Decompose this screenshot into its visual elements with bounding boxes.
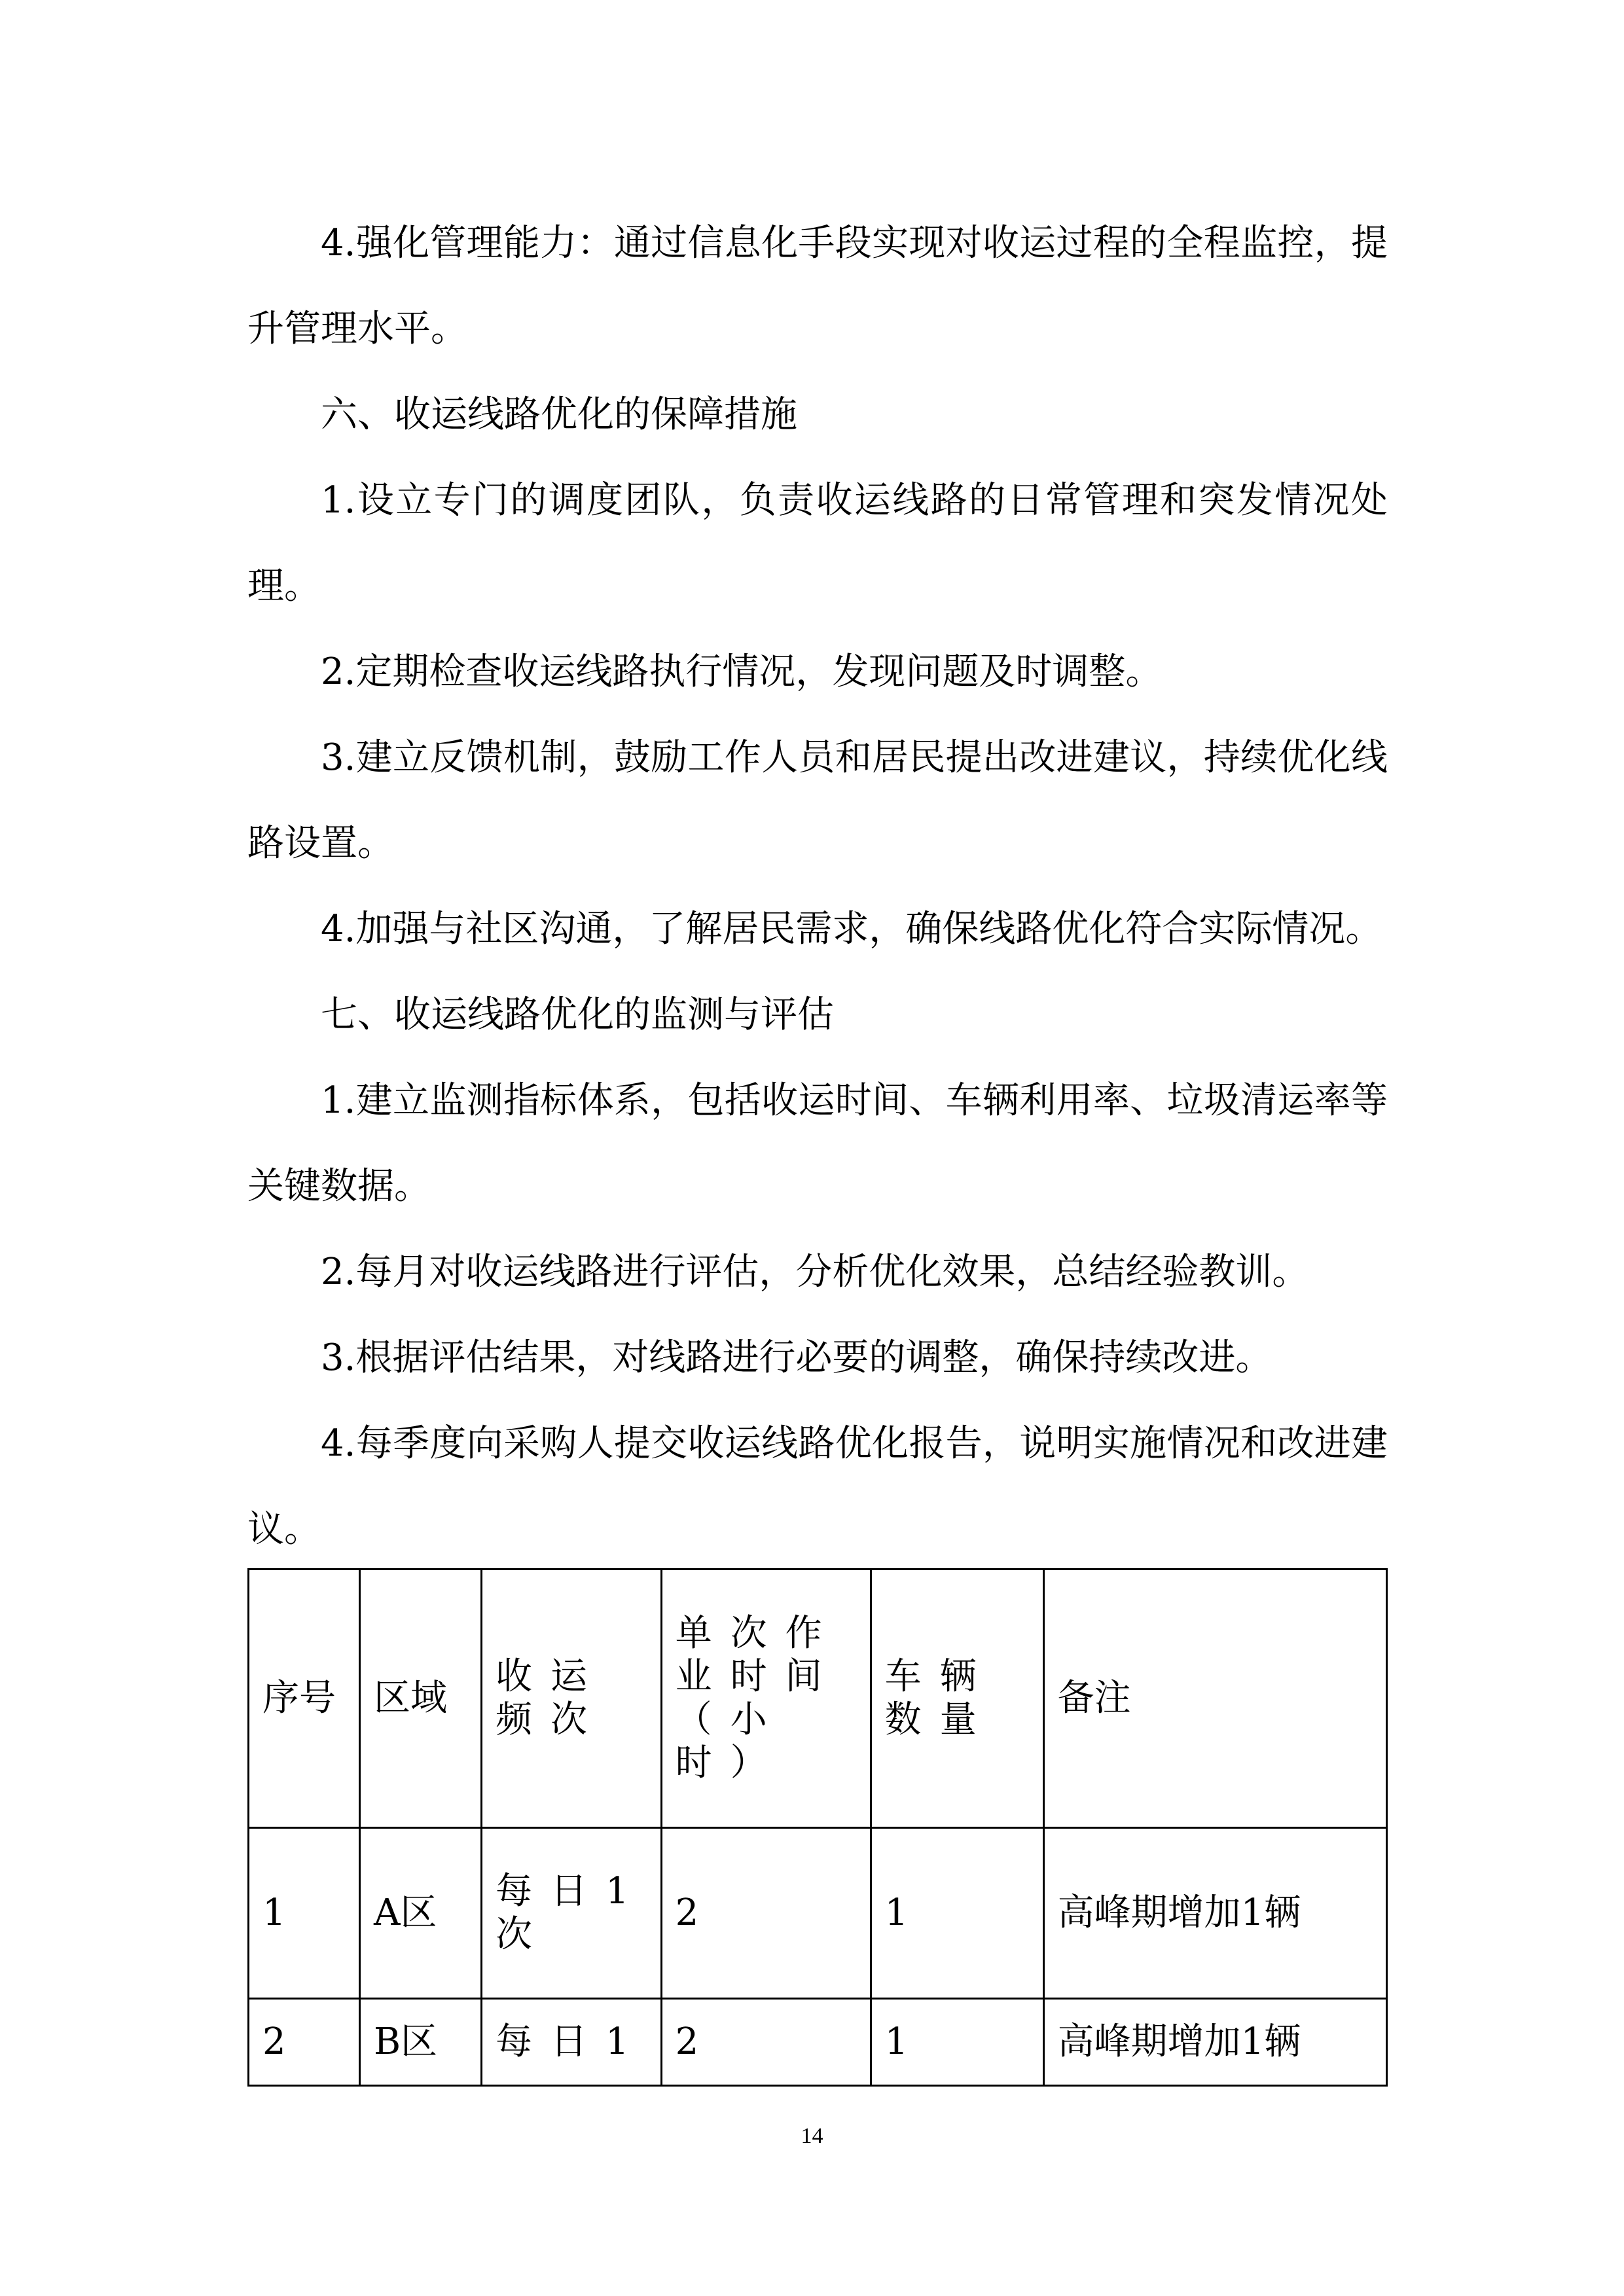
paragraph-dispatch-team: 1.设立专门的调度团队，负责收运线路的日常管理和突发情况处理。 xyxy=(247,479,1388,607)
section-heading-7: 七、收运线路优化的监测与评估 xyxy=(321,994,834,1036)
cell-notes: 高峰期增加1辆 xyxy=(1043,1828,1386,1999)
header-cell-frequency: 收运频次 xyxy=(482,1570,662,1828)
paragraph-strengthen-management: 4.强化管理能力：通过信息化手段实现对收运过程的全程监控，提升管理水平。 xyxy=(247,222,1388,350)
cell-vehicles: 1 xyxy=(871,1999,1043,2086)
paragraph-community: 4.加强与社区沟通，了解居民需求，确保线路优化符合实际情况。 xyxy=(321,908,1382,950)
route-table xyxy=(247,1568,1388,2087)
paragraph-monthly-evaluation: 2.每月对收运线路进行评估，分析优化效果，总结经验教训。 xyxy=(321,1251,1309,1293)
paragraph-adjustment: 3.根据评估结果，对线路进行必要的调整，确保持续改进。 xyxy=(321,1336,1272,1379)
table-row xyxy=(249,1828,1387,1999)
header-cell-index: 序号 xyxy=(249,1570,360,1828)
section-heading-6: 六、收运线路优化的保障措施 xyxy=(321,393,797,436)
cell-vehicles: 1 xyxy=(871,1828,1043,1999)
cell-area: A区 xyxy=(360,1828,482,1999)
cell-duration: 2 xyxy=(661,1828,871,1999)
cell-duration: 2 xyxy=(661,1999,871,2086)
table-row xyxy=(249,1999,1387,2086)
cell-frequency: 每日1 xyxy=(482,1999,662,2086)
header-cell-vehicles: 车辆数量 xyxy=(871,1570,1043,1828)
paragraph-monitoring-indicators: 1.建立监测指标体系，包括收运时间、车辆利用率、垃圾清运率等关键数据。 xyxy=(247,1079,1388,1208)
table-header-row xyxy=(249,1570,1387,1828)
cell-frequency: 每日1次 xyxy=(482,1828,662,1999)
cell-index: 1 xyxy=(249,1828,360,1999)
cell-notes: 高峰期增加1辆 xyxy=(1043,1999,1386,2086)
paragraph-feedback: 3.建立反馈机制，鼓励工作人员和居民提出改进建议，持续优化线路设置。 xyxy=(247,736,1388,865)
page-number: 14 xyxy=(801,2124,823,2148)
paragraph-quarterly-report: 4.每季度向采购人提交收运线路优化报告，说明实施情况和改进建议。 xyxy=(247,1422,1388,1551)
cell-index: 2 xyxy=(249,1999,360,2086)
paragraph-regular-check: 2.定期检查收运线路执行情况，发现问题及时调整。 xyxy=(321,651,1163,693)
header-cell-notes: 备注 xyxy=(1043,1570,1386,1828)
cell-area: B区 xyxy=(360,1999,482,2086)
header-cell-duration: 单次作业时间（小时） xyxy=(661,1570,871,1828)
header-cell-area: 区域 xyxy=(360,1570,482,1828)
